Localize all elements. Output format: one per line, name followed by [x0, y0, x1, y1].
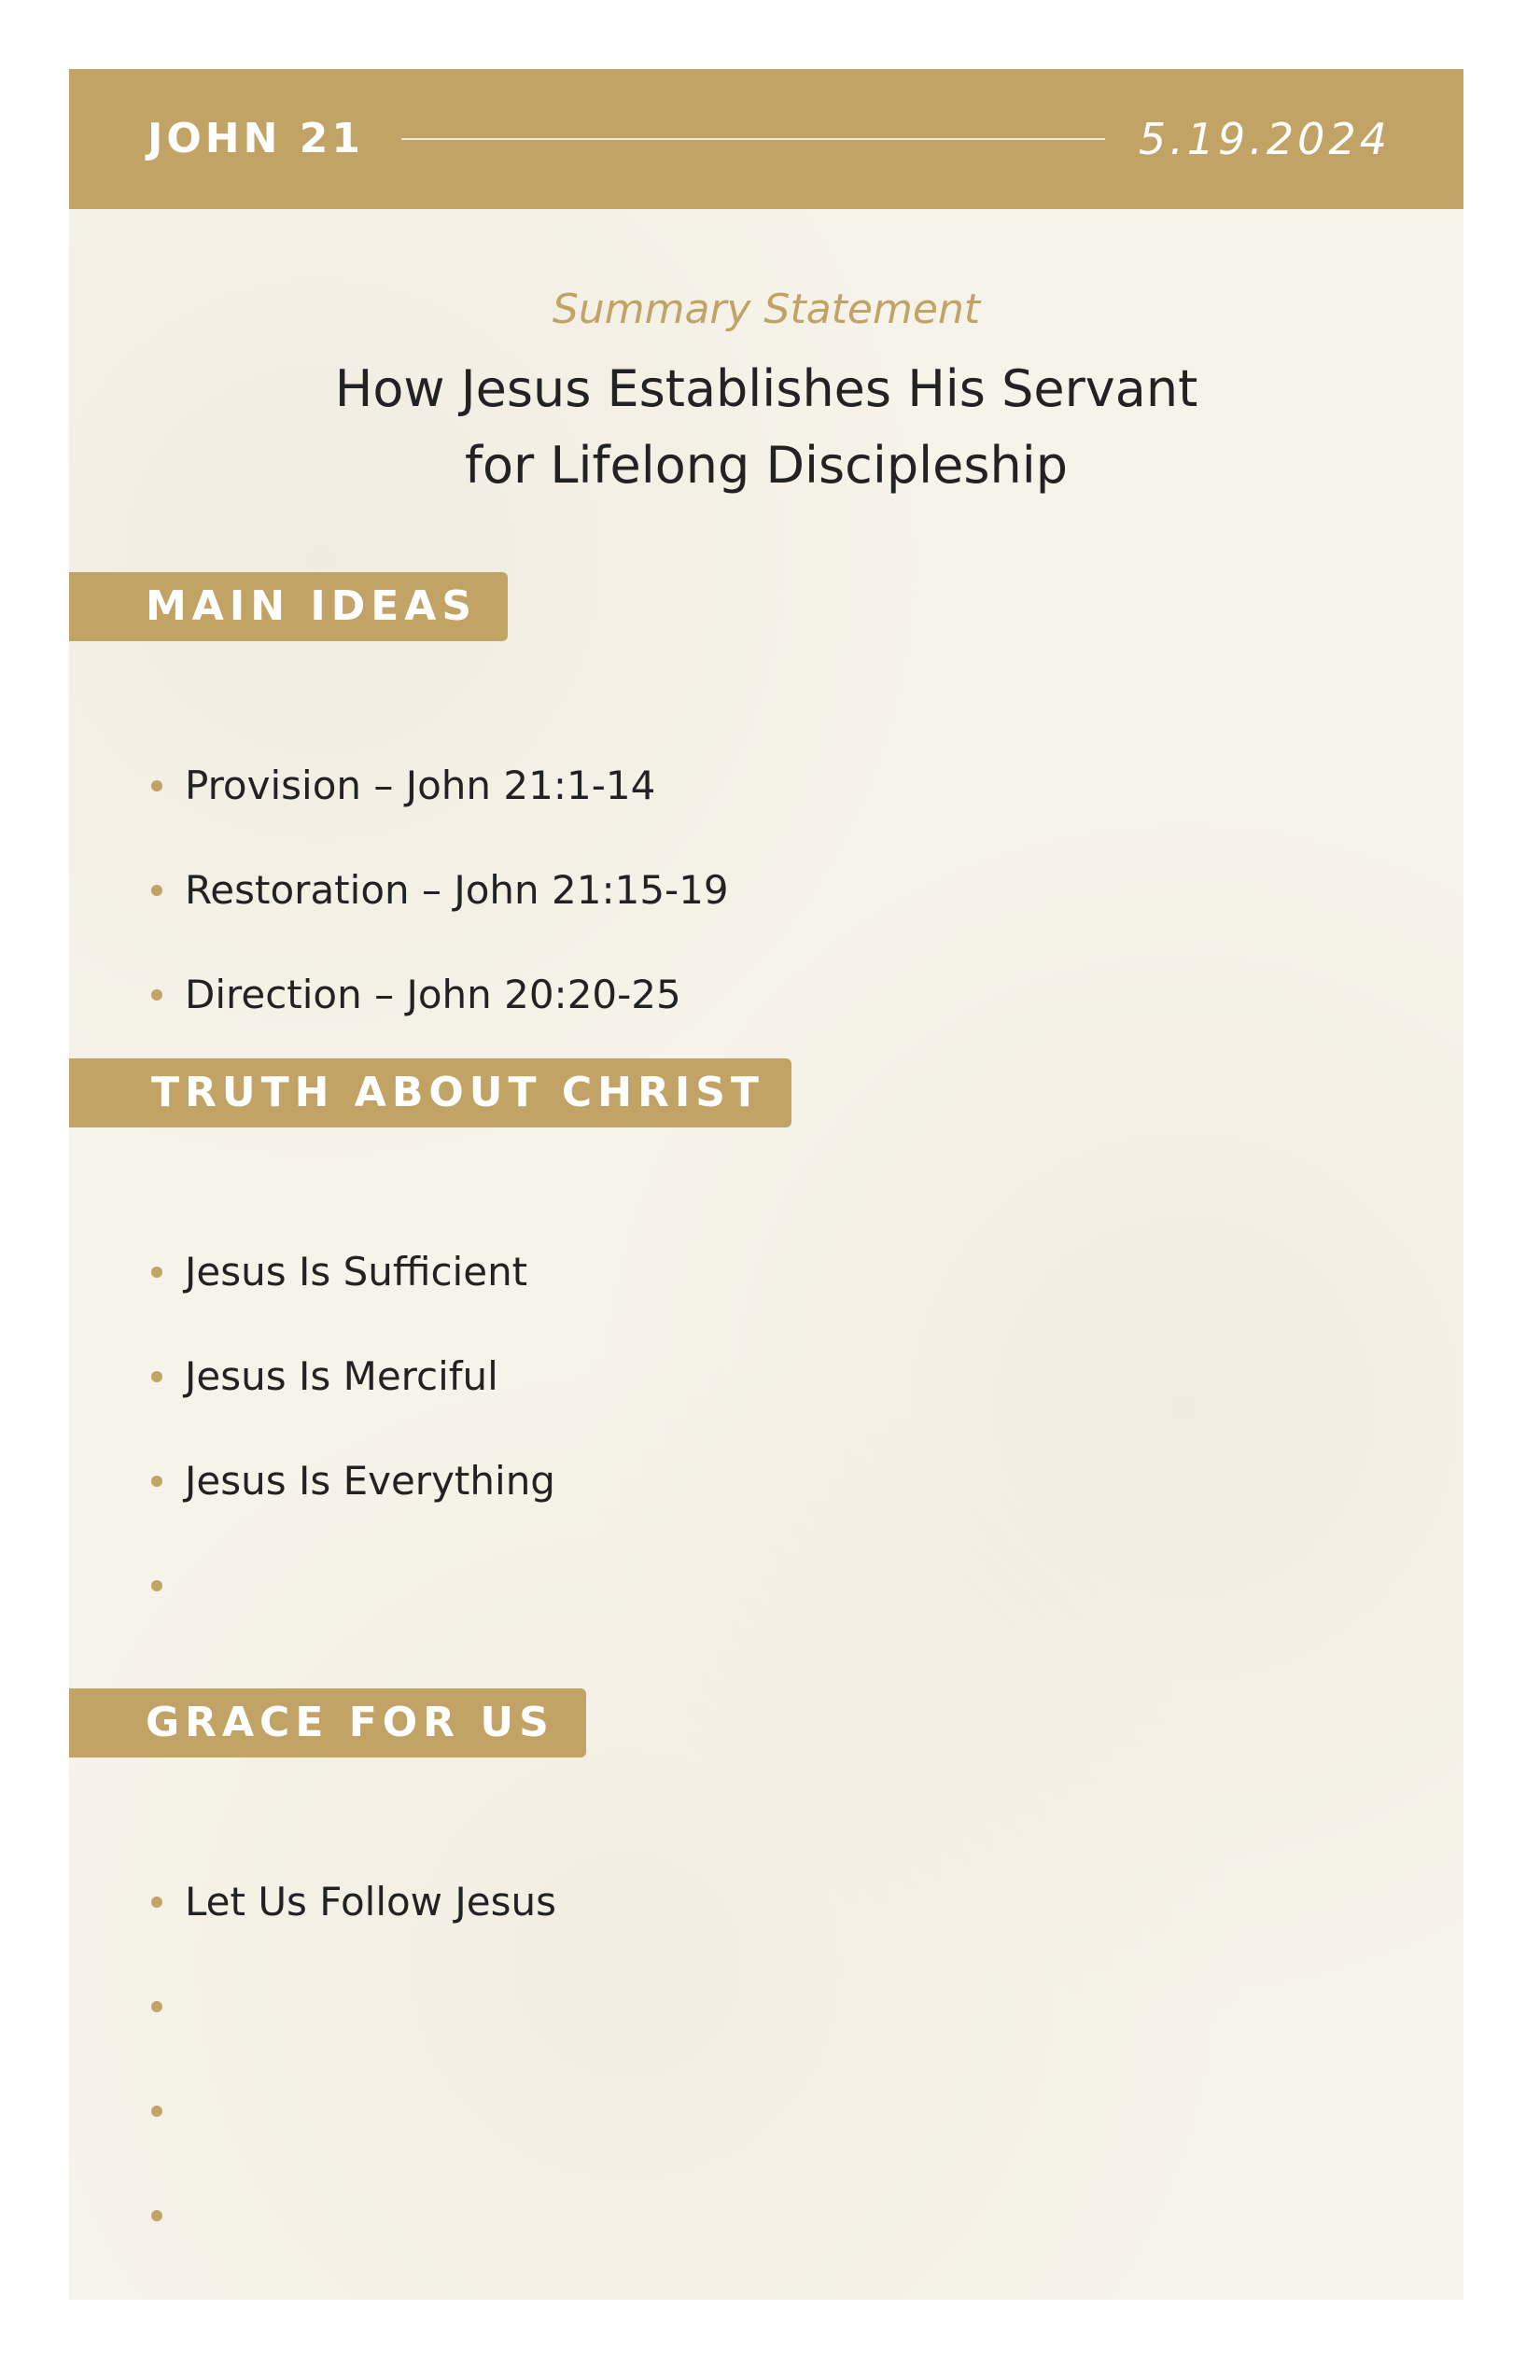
- list-item-empty: [69, 2080, 1463, 2185]
- list-item: [69, 1450, 1463, 1555]
- sermon-date: 5.19.2024: [1138, 114, 1391, 164]
- bullet-icon: [151, 1267, 162, 1278]
- summary-label: Summary Statement: [552, 286, 981, 333]
- list-item-empty: [69, 1555, 1463, 1659]
- list-item: [69, 860, 1463, 964]
- bullet-icon: [151, 885, 162, 896]
- list-item: [69, 964, 1463, 1069]
- truth-about-christ-list: [69, 1241, 1463, 1659]
- sermon-notes-sheet: [69, 69, 1463, 2300]
- bullet-icon: [151, 2001, 162, 2012]
- summary-title: [69, 351, 1463, 504]
- main-ideas-list: [69, 755, 1463, 1069]
- header-bar: [69, 69, 1463, 209]
- list-item-text: Jesus Is Everything: [185, 1458, 555, 1504]
- bullet-icon: [151, 1897, 162, 1908]
- section-heading-label: TRUTH ABOUT CHRIST: [151, 1069, 764, 1116]
- list-item-text: Let Us Follow Jesus: [185, 1879, 556, 1925]
- section-heading-label: MAIN IDEAS: [146, 582, 478, 630]
- list-item-empty: [69, 1976, 1463, 2080]
- list-item: [69, 1871, 1463, 1976]
- bullet-icon: [151, 2210, 162, 2221]
- bullet-icon: [151, 780, 162, 791]
- section-heading-label: GRACE FOR US: [146, 1699, 554, 1746]
- bullet-icon: [151, 1476, 162, 1487]
- summary-title-line-2: for Lifelong Discipleship: [465, 436, 1068, 495]
- list-item-text: Restoration – John 21:15-19: [185, 867, 729, 913]
- list-item: [69, 1241, 1463, 1346]
- section-heading-truth-about-christ: [69, 1058, 791, 1127]
- grace-for-us-list: [69, 1871, 1463, 2289]
- summary-title-line-1: How Jesus Establishes His Servant: [334, 359, 1198, 418]
- list-item: [69, 755, 1463, 860]
- bullet-icon: [151, 989, 162, 1001]
- list-item-text: Jesus Is Merciful: [185, 1353, 498, 1399]
- section-heading-grace-for-us: [69, 1688, 586, 1757]
- bullet-icon: [151, 2106, 162, 2117]
- list-item-text: Jesus Is Sufficient: [185, 1249, 528, 1295]
- list-item-empty: [69, 2185, 1463, 2289]
- list-item-text: Provision – John 21:1-14: [185, 763, 656, 808]
- section-heading-main-ideas: [69, 572, 508, 641]
- chapter-title: JOHN 21: [147, 115, 364, 162]
- header-divider: [401, 138, 1105, 140]
- bullet-icon: [151, 1580, 162, 1591]
- list-item: [69, 1346, 1463, 1450]
- list-item-text: Direction – John 20:20-25: [185, 972, 681, 1017]
- bullet-icon: [151, 1371, 162, 1382]
